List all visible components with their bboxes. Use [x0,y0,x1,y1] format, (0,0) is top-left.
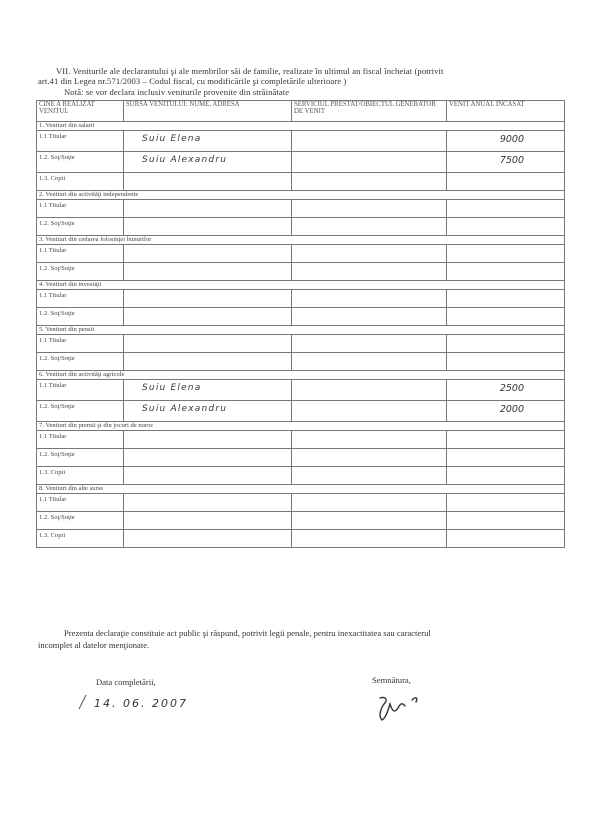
row-label: 1.2. Soţ/Soţie [37,308,124,326]
income-source-cell [124,308,292,326]
income-value-text: 2500 [499,383,524,394]
row-label: 1.3. Copii [37,173,124,191]
income-source-cell [124,353,292,371]
table-row [37,401,565,422]
income-value-cell [447,380,565,401]
date-tick-mark [76,694,90,710]
section-title: 1. Venituri din salarii [37,122,565,131]
service-cell [292,512,447,530]
income-value-cell [447,218,565,236]
section-intro [38,66,558,97]
income-value-cell [447,152,565,173]
header-service: SERVICIUL PRESTAT/OBIECTUL GENERATOR DE VENIT [292,101,447,122]
service-cell [292,245,447,263]
table-row [37,335,565,353]
income-source-cell [124,131,292,152]
date-value: 14. 06. 2007 [94,697,188,710]
table-body [37,122,565,548]
income-source-cell [124,173,292,191]
income-source-cell [124,512,292,530]
section-title: 8. Venituri din alte surse [37,485,565,494]
income-value-cell [447,449,565,467]
row-label: 1.1 Titular [37,335,124,353]
statement-line-1: Prezenta declaraţie constituie act public şi răspund, potrivit legii penale, pentru inexactitatea sau caracterul [64,628,431,638]
income-value-cell [447,494,565,512]
service-cell [292,335,447,353]
service-cell [292,131,447,152]
service-cell [292,173,447,191]
income-source-cell [124,200,292,218]
header-who: CINE A REALIZAT VENITUL [37,101,124,122]
income-source-text: Suiu Alexandru [142,404,228,414]
table-row [37,173,565,191]
signature-scribble [372,690,432,724]
income-value-cell [447,263,565,281]
intro-line-2: art.41 din Legea nr.571/2003 – Codul fiscal, cu modificările şi completările ulterioare ) [38,76,347,87]
table-row [37,245,565,263]
income-value-cell [447,353,565,371]
income-source-cell [124,335,292,353]
service-cell [292,152,447,173]
table-row [37,380,565,401]
section-header-row [37,236,565,245]
income-value-cell [447,173,565,191]
row-label: 1.1 Titular [37,431,124,449]
income-value-text: 9000 [499,134,524,145]
row-label: 1.2. Soţ/Soţie [37,263,124,281]
income-value-cell [447,512,565,530]
section-header-row [37,485,565,494]
table-row [37,353,565,371]
section-title: 3. Venituri din cedarea folosinţei bunurilor [37,236,565,245]
income-source-cell [124,290,292,308]
income-value-cell [447,200,565,218]
header-income: VENIT ANUAL ÎNCASAT [447,101,565,122]
service-cell [292,200,447,218]
header-source: SURSA VENITULUI: NUME, ADRESA [124,101,292,122]
table-row [37,494,565,512]
service-cell [292,494,447,512]
income-source-cell [124,467,292,485]
table-row [37,200,565,218]
footer-statement [38,627,558,651]
table-row [37,530,565,548]
row-label: 1.2. Soţ/Soţie [37,512,124,530]
row-label: 1.1 Titular [37,245,124,263]
income-source-text: Suiu Elena [142,134,202,144]
income-value-cell [447,335,565,353]
service-cell [292,353,447,371]
table-row [37,131,565,152]
row-label: 1.1 Titular [37,200,124,218]
income-source-text: Suiu Alexandru [142,155,228,165]
row-label: 1.1 Titular [37,131,124,152]
table-row [37,290,565,308]
statement-line-2: incomplet al datelor menţionate. [38,640,150,650]
table-row [37,218,565,236]
income-value-cell [447,401,565,422]
section-header-row [37,326,565,335]
section-header-row [37,422,565,431]
income-value-cell [447,308,565,326]
income-source-cell [124,218,292,236]
income-value-cell [447,467,565,485]
row-label: 1.1 Titular [37,494,124,512]
service-cell [292,449,447,467]
service-cell [292,380,447,401]
row-label: 1.2. Soţ/Soţie [37,218,124,236]
table-row [37,467,565,485]
income-value-text: 2000 [499,404,524,415]
row-label: 1.3. Copii [37,467,124,485]
table-row [37,308,565,326]
signature-label: Semnătura, [372,675,411,685]
section-title: 7. Venituri din premii şi din jocuri de noroc [37,422,565,431]
row-label: 1.2. Soţ/Soţie [37,449,124,467]
date-label: Data completării, [96,677,156,687]
income-source-cell [124,152,292,173]
service-cell [292,431,447,449]
section-header-row [37,371,565,380]
income-source-cell [124,380,292,401]
income-source-cell [124,449,292,467]
intro-line-1: VII. Veniturile ale declarantului şi ale membrilor săi de familie, realizate în ultimul an fiscal încheiat (potrivit [56,66,444,76]
table-row [37,152,565,173]
service-cell [292,530,447,548]
row-label: 1.1 Titular [37,290,124,308]
income-value-cell [447,245,565,263]
income-source-cell [124,530,292,548]
income-value-text: 7500 [499,155,524,166]
income-source-text: Suiu Elena [142,383,202,393]
row-label: 1.2. Soţ/Soţie [37,152,124,173]
income-source-cell [124,431,292,449]
table-row [37,512,565,530]
service-cell [292,218,447,236]
section-header-row [37,281,565,290]
section-title: 6. Venituri din activităţi agricole [37,371,565,380]
table-row [37,431,565,449]
row-label: 1.2. Soţ/Soţie [37,401,124,422]
service-cell [292,290,447,308]
table-row [37,449,565,467]
row-label: 1.1 Titular [37,380,124,401]
income-value-cell [447,431,565,449]
section-title: 5. Venituri din pensii [37,326,565,335]
row-label: 1.3. Copii [37,530,124,548]
income-source-cell [124,263,292,281]
service-cell [292,263,447,281]
income-value-cell [447,131,565,152]
income-table [36,100,565,548]
section-title: 2. Venituri din activităţi independente [37,191,565,200]
income-source-cell [124,245,292,263]
table-row [37,263,565,281]
income-source-cell [124,401,292,422]
service-cell [292,467,447,485]
section-header-row [37,191,565,200]
service-cell [292,308,447,326]
row-label: 1.2. Soţ/Soţie [37,353,124,371]
income-value-cell [447,290,565,308]
intro-line-3: Notă: se vor declara inclusiv veniturile provenite din străinătate [64,86,290,97]
table-header-row [37,101,565,122]
section-title: 4. Venituri din investiţii [37,281,565,290]
service-cell [292,401,447,422]
section-header-row [37,122,565,131]
income-source-cell [124,494,292,512]
income-value-cell [447,530,565,548]
